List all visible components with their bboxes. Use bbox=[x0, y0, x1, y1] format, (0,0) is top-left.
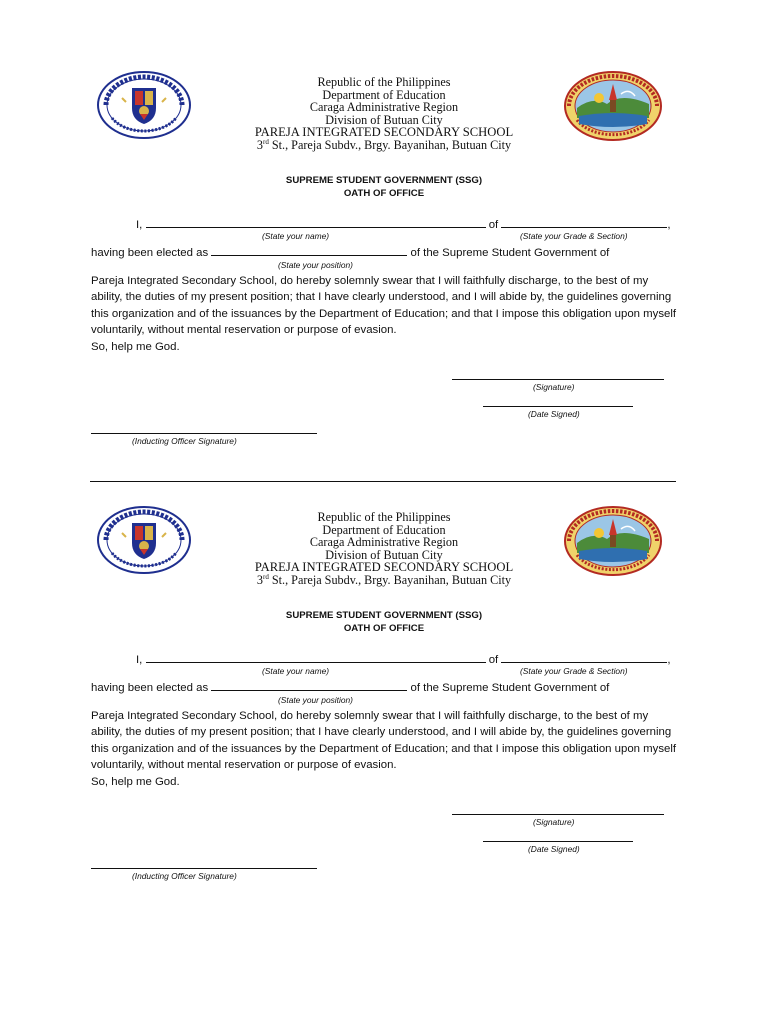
oath-text: Pareja Integrated Secondary School, do hereby solemnly swear that I will faithfully discharge, to the best of my ability, the duties of my present position; that I have clearly understood, and I will abide by, the guidelines governing this organization and of the issuances by the Department of Education; and that I impose this obligation upon myself voluntarily, without mental reservation or purpose of evasion. bbox=[91, 710, 677, 772]
closing-text: So, help me God. bbox=[91, 775, 180, 788]
butuan-division-seal-logo bbox=[563, 505, 663, 577]
date-signed-line[interactable] bbox=[483, 841, 633, 842]
position-field[interactable] bbox=[211, 679, 407, 691]
ssg-label: of the Supreme Student Government of bbox=[410, 247, 610, 259]
signature-label: (Signature) bbox=[533, 382, 575, 392]
i-label: I, bbox=[136, 654, 143, 666]
header-school: PAREJA INTEGRATED SECONDARY SCHOOL bbox=[254, 125, 514, 140]
i-label: I, bbox=[136, 219, 143, 231]
header-republic: Republic of the Philippines bbox=[317, 510, 451, 524]
signature-line[interactable] bbox=[452, 814, 664, 815]
oath-form-2 bbox=[0, 505, 768, 935]
oath-form-1 bbox=[0, 70, 768, 500]
elected-label: having been elected as bbox=[91, 247, 209, 259]
position-line bbox=[91, 244, 609, 260]
header-department: Department of Education bbox=[322, 87, 446, 102]
signature-label: (Signature) bbox=[533, 817, 575, 827]
position-line bbox=[91, 679, 609, 695]
oath-body bbox=[91, 708, 681, 790]
name-hint: (State your name) bbox=[262, 666, 330, 676]
deped-seal-logo bbox=[96, 70, 192, 140]
name-grade-line: I, of , bbox=[136, 216, 671, 232]
of-label: of bbox=[488, 654, 499, 666]
header-republic: Republic of the Philippines bbox=[317, 75, 451, 89]
position-hint: (State your position) bbox=[278, 695, 353, 705]
grade-section-field[interactable] bbox=[501, 216, 667, 228]
header-school: PAREJA INTEGRATED SECONDARY SCHOOL bbox=[254, 560, 514, 575]
name-field[interactable] bbox=[146, 651, 486, 663]
butuan-division-seal-logo bbox=[563, 70, 663, 142]
header-division: Division of Butuan City bbox=[325, 112, 443, 127]
signature-line[interactable] bbox=[452, 379, 664, 380]
form-title: SUPREME STUDENT GOVERNMENT (SSG) bbox=[285, 610, 483, 621]
letterhead bbox=[200, 511, 568, 587]
grade-hint: (State your Grade & Section) bbox=[520, 666, 628, 676]
inducting-officer-line[interactable] bbox=[91, 868, 317, 869]
grade-section-field[interactable] bbox=[501, 651, 667, 663]
header-address: 3rd St., Pareja Subdv., Brgy. Bayanihan, Butuan City bbox=[256, 137, 512, 152]
cut-divider bbox=[90, 481, 676, 482]
name-grade-line: I, of , bbox=[136, 651, 671, 667]
header-address: 3rd St., Pareja Subdv., Brgy. Bayanihan, Butuan City bbox=[256, 572, 512, 587]
inducting-officer-label: (Inducting Officer Signature) bbox=[132, 871, 237, 881]
form-subtitle: OATH OF OFFICE bbox=[343, 188, 425, 199]
date-signed-label: (Date Signed) bbox=[528, 409, 580, 419]
form-title: SUPREME STUDENT GOVERNMENT (SSG) bbox=[285, 175, 483, 186]
elected-label: having been elected as bbox=[91, 682, 209, 694]
form-subtitle: OATH OF OFFICE bbox=[343, 623, 425, 634]
oath-body bbox=[91, 273, 681, 355]
grade-hint: (State your Grade & Section) bbox=[520, 231, 628, 241]
date-signed-label: (Date Signed) bbox=[528, 844, 580, 854]
ssg-label: of the Supreme Student Government of bbox=[410, 682, 610, 694]
deped-seal-logo bbox=[96, 505, 192, 575]
header-department: Department of Education bbox=[322, 522, 446, 537]
oath-text: Pareja Integrated Secondary School, do hereby solemnly swear that I will faithfully discharge, to the best of my ability, the duties of my present position; that I have clearly understood, and I will abide by, the guidelines governing this organization and of the issuances by the Department of Education; and that I impose this obligation upon myself voluntarily, without mental reservation or purpose of evasion. bbox=[91, 275, 677, 337]
closing-text: So, help me God. bbox=[91, 340, 180, 353]
position-field[interactable] bbox=[211, 244, 407, 256]
header-division: Division of Butuan City bbox=[325, 547, 443, 562]
header-region: Caraga Administrative Region bbox=[309, 100, 459, 115]
name-field[interactable] bbox=[146, 216, 486, 228]
date-signed-line[interactable] bbox=[483, 406, 633, 407]
letterhead bbox=[200, 76, 568, 152]
name-hint: (State your name) bbox=[262, 231, 330, 241]
of-label: of bbox=[488, 219, 499, 231]
inducting-officer-line[interactable] bbox=[91, 433, 317, 434]
header-region: Caraga Administrative Region bbox=[309, 535, 459, 550]
position-hint: (State your position) bbox=[278, 260, 353, 270]
inducting-officer-label: (Inducting Officer Signature) bbox=[132, 436, 237, 446]
